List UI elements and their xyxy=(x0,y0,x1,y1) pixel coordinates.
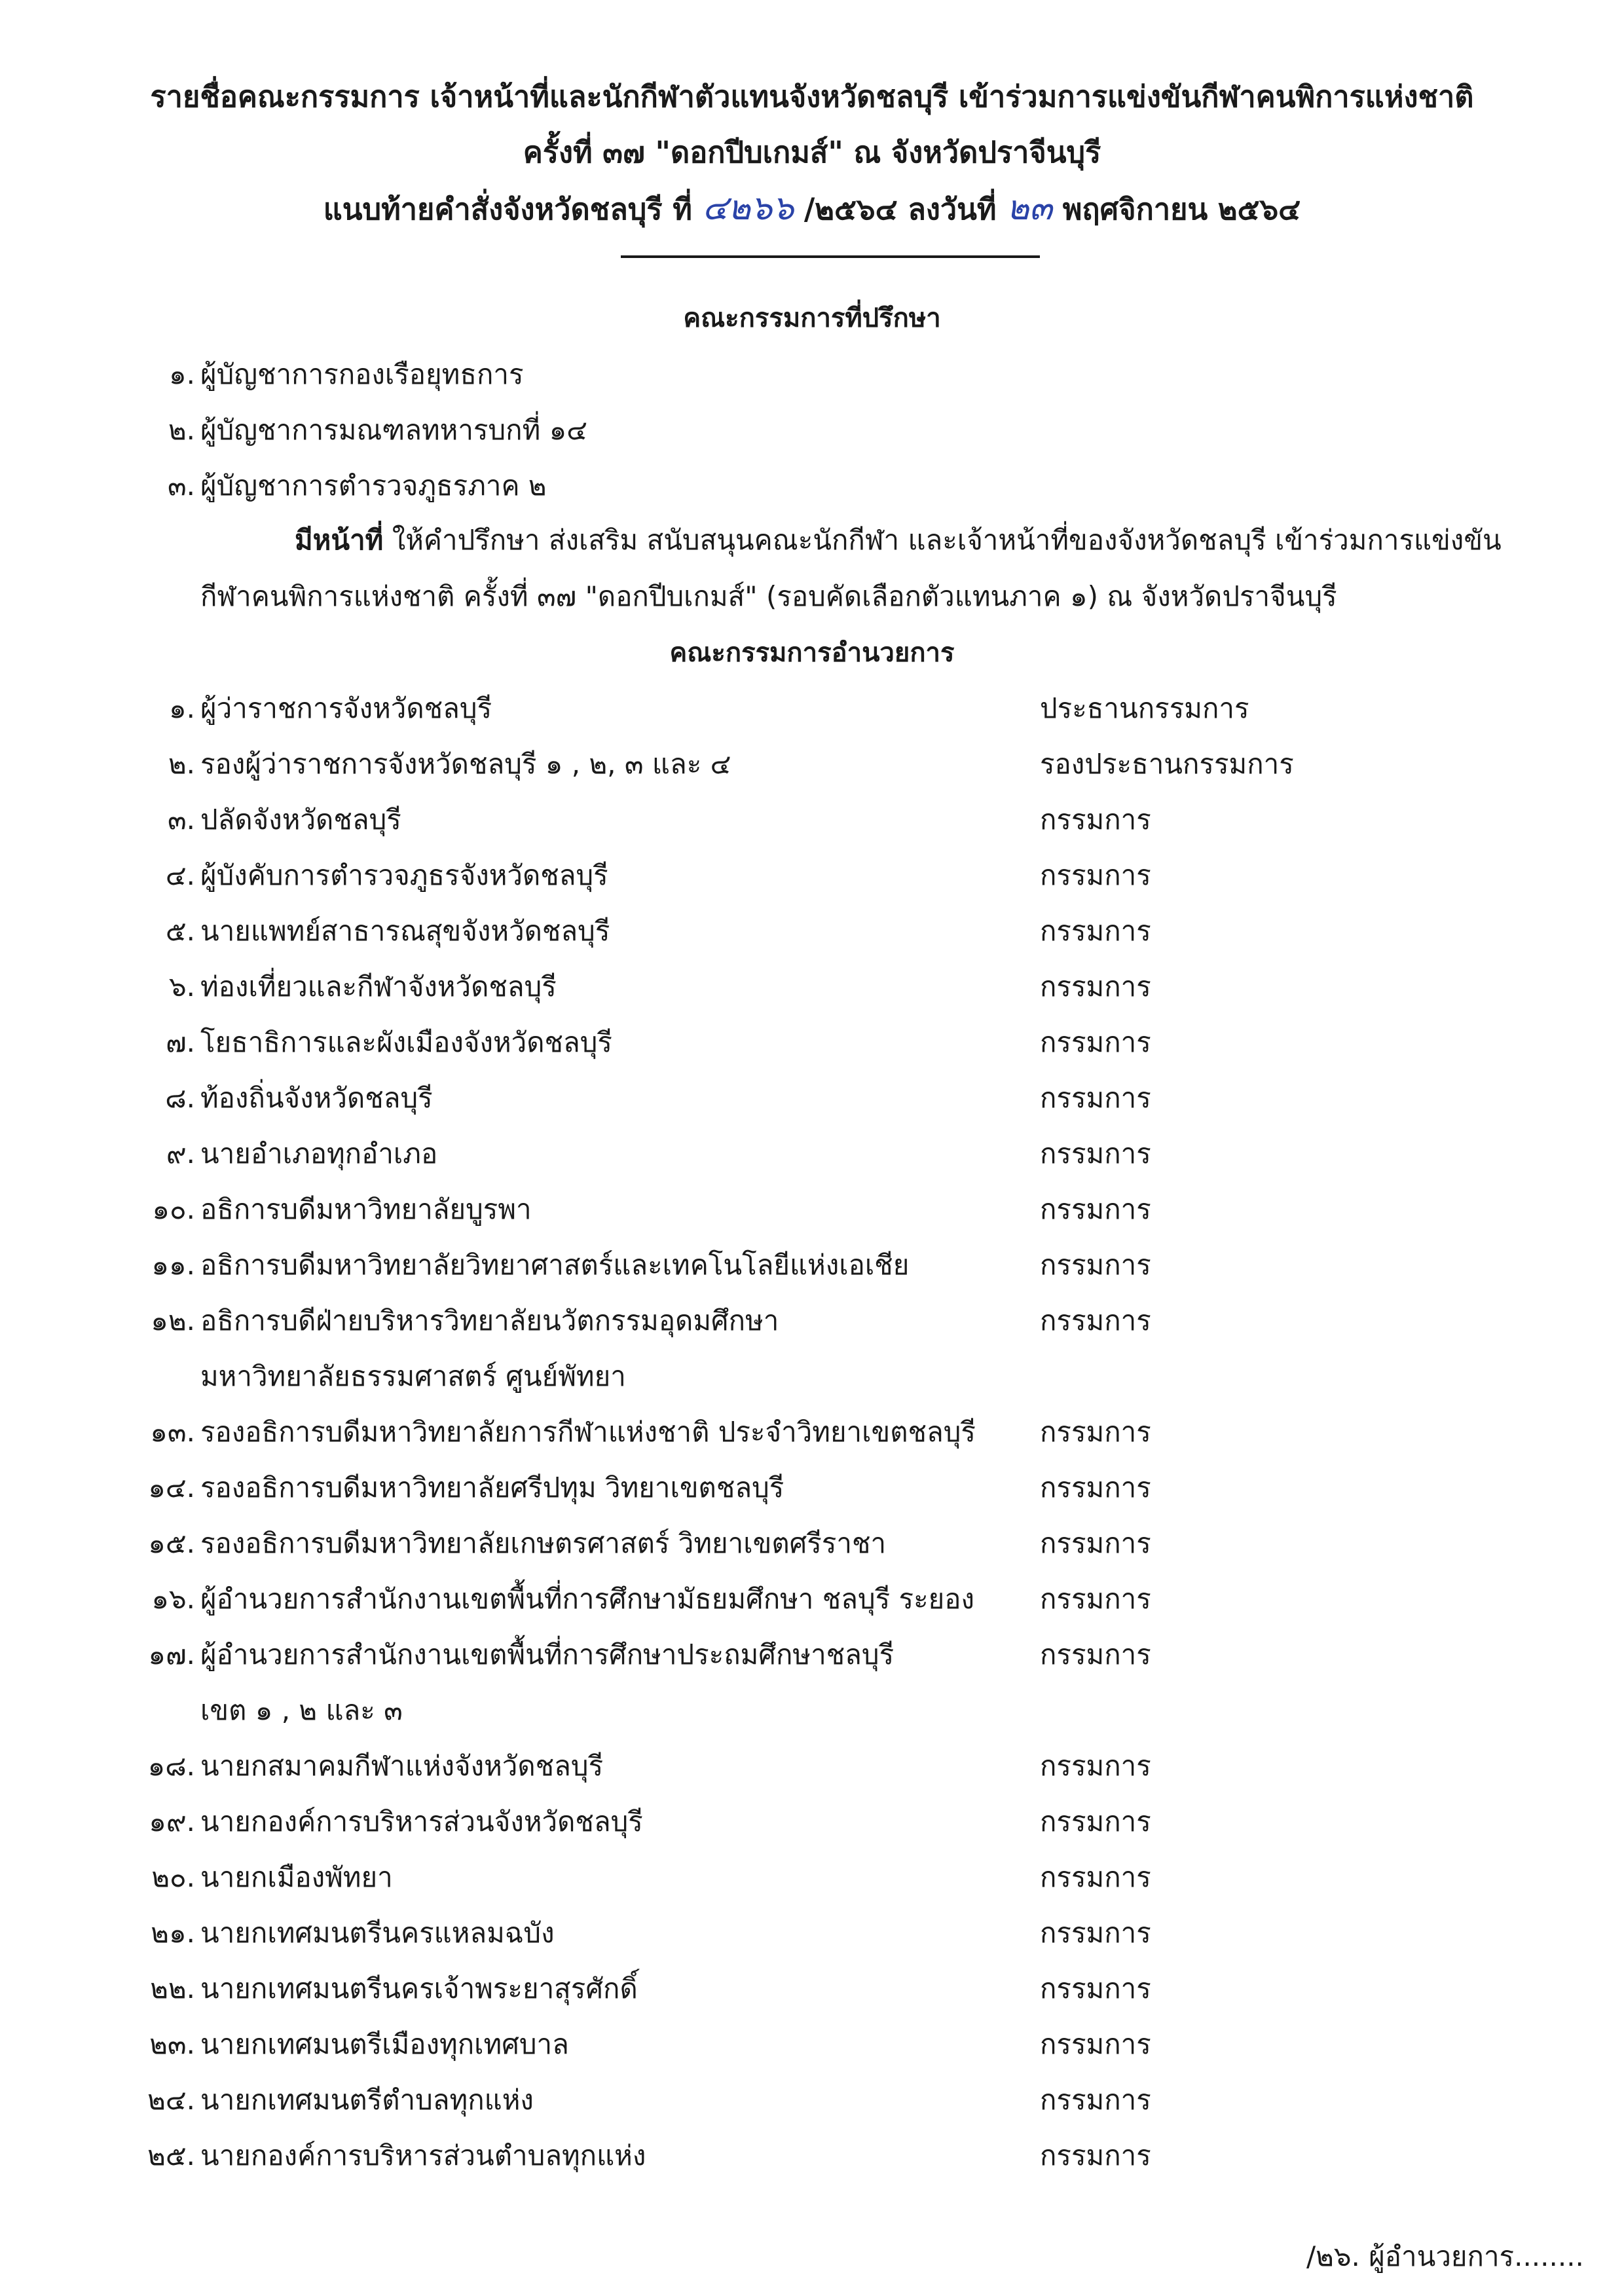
list-item xyxy=(0,969,1624,1005)
item-number: ๒๒. xyxy=(150,1972,195,2005)
item-number: ๒๔. xyxy=(147,2084,195,2116)
item-number: ๑๓. xyxy=(150,1416,195,1448)
list-item xyxy=(0,1191,1624,1228)
item-number: ๑๔. xyxy=(148,1471,195,1504)
item-number: ๒. xyxy=(168,414,195,446)
item-text: นายกเทศมนตรีตำบลทุกแห่ง xyxy=(200,2084,534,2116)
item-text: อธิการบดีมหาวิทยาลัยบูรพา xyxy=(200,1193,532,1225)
header-line-3-suffix: พฤศจิกายน ๒๕๖๔ xyxy=(1052,192,1301,227)
list-item xyxy=(0,1414,1624,1451)
advisory-committee-title: คณะกรรมการที่ปรึกษา xyxy=(683,303,941,333)
item-text: ผู้อำนวยการสำนักงานเขตพื้นที่การศึกษาประถมศึกษาชลบุรี xyxy=(200,1638,895,1671)
list-item xyxy=(0,1024,1624,1061)
item-role: กรรมการ xyxy=(1040,1026,1151,1058)
item-number: ๑๗. xyxy=(148,1638,195,1671)
list-item xyxy=(0,412,1624,449)
item-number: ๑๒. xyxy=(151,1304,195,1337)
handwritten-day: ๒๓ xyxy=(1006,189,1053,228)
item-role: กรรมการ xyxy=(1040,2028,1151,2060)
item-text: ผู้บัญชาการตำรวจภูธรภาค ๒ xyxy=(200,470,547,502)
header-line-3 xyxy=(0,189,1624,229)
item-text: นายกเทศมนตรีนครเจ้าพระยาสุรศักดิ์ xyxy=(200,1972,638,2005)
item-role: ประธานกรรมการ xyxy=(1040,692,1249,724)
item-number: ๑๖. xyxy=(151,1583,195,1615)
item-text: ผู้บัญชาการมณฑลทหารบกที่ ๑๔ xyxy=(200,414,588,446)
item-role: กรรมการ xyxy=(1040,1416,1151,1448)
list-item xyxy=(0,1748,1624,1784)
item-number: ๑. xyxy=(168,358,195,390)
item-number: ๒. xyxy=(168,748,195,780)
item-number: ๓. xyxy=(167,470,195,502)
header-line-3-mid: /๒๕๖๔ ลงวันที่ xyxy=(794,192,1007,227)
list-item xyxy=(0,2026,1624,2063)
item-role: กรรมการ xyxy=(1040,1137,1151,1170)
item-role: กรรมการ xyxy=(1040,1861,1151,1893)
item-text: อธิการบดีฝ่ายบริหารวิทยาลัยนวัตกรรมอุดมศึกษา xyxy=(200,1304,779,1337)
item-text: รองอธิการบดีมหาวิทยาลัยศรีปทุม วิทยาเขตชลบุรี xyxy=(200,1471,784,1504)
list-item xyxy=(0,913,1624,950)
list-item xyxy=(0,1915,1624,1951)
item-number: ๑๘. xyxy=(147,1750,195,1782)
item-role: กรรมการ xyxy=(1040,1972,1151,2005)
item-text: ท่องเที่ยวและกีฬาจังหวัดชลบุรี xyxy=(200,970,557,1003)
list-item xyxy=(0,2082,1624,2118)
list-item xyxy=(0,1859,1624,1896)
header-line-2: ครั้งที่ ๓๗ "ดอกปีบเกมส์" ณ จังหวัดปราจีนบุรี xyxy=(523,135,1101,170)
list-item xyxy=(0,1303,1624,1339)
item-text: ผู้อำนวยการสำนักงานเขตพื้นที่การศึกษามัธยมศึกษา ชลบุรี ระยอง xyxy=(200,1583,975,1615)
item-role: กรรมการ xyxy=(1040,2139,1151,2172)
item-text: นายกองค์การบริหารส่วนตำบลทุกแห่ง xyxy=(200,2139,646,2172)
item-role: กรรมการ xyxy=(1040,970,1151,1003)
item-role: กรรมการ xyxy=(1040,1917,1151,1949)
item-text: นายกองค์การบริหารส่วนจังหวัดชลบุรี xyxy=(200,1805,643,1838)
item-text: โยธาธิการและผังเมืองจังหวัดชลบุรี xyxy=(200,1026,612,1058)
advisory-duty-line-1 xyxy=(295,522,1502,559)
item-number: ๑๕. xyxy=(148,1527,195,1559)
item-number: ๒๓. xyxy=(149,2028,195,2060)
item-text: รองอธิการบดีมหาวิทยาลัยเกษตรศาสตร์ วิทยาเขตศรีราชา xyxy=(200,1527,887,1559)
list-item xyxy=(0,1803,1624,1840)
item-role: กรรมการ xyxy=(1040,1750,1151,1782)
item-text: ปลัดจังหวัดชลบุรี xyxy=(200,804,401,836)
list-item xyxy=(0,1080,1624,1117)
item-number: ๔. xyxy=(165,859,195,891)
item-number: ๑. xyxy=(168,692,195,724)
item-number: ๒๐. xyxy=(151,1861,195,1893)
item-role: กรรมการ xyxy=(1040,1583,1151,1615)
header-divider xyxy=(621,255,1040,258)
list-item xyxy=(0,468,1624,504)
item-text: รองอธิการบดีมหาวิทยาลัยการกีฬาแห่งชาติ ประจำวิทยาเขตชลบุรี xyxy=(200,1416,976,1448)
continuation-note: /๒๖. ผู้อำนวยการ........ xyxy=(1306,2240,1584,2272)
item-text: อธิการบดีมหาวิทยาลัยวิทยาศาสตร์และเทคโนโลยีแห่งเอเชีย xyxy=(200,1249,910,1281)
item-number: ๙. xyxy=(166,1137,195,1170)
item-role: กรรมการ xyxy=(1040,1471,1151,1504)
item-role: กรรมการ xyxy=(1040,1638,1151,1671)
item-number: ๖. xyxy=(168,970,195,1003)
item-role: กรรมการ xyxy=(1040,859,1151,891)
item-role: กรรมการ xyxy=(1040,1082,1151,1114)
header-line-3-prefix: แนบท้ายคำสั่งจังหวัดชลบุรี ที่ xyxy=(323,192,703,227)
item-number: ๕. xyxy=(165,915,195,947)
item-text: ผู้บังคับการตำรวจภูธรจังหวัดชลบุรี xyxy=(200,859,608,891)
item-text: นายกสมาคมกีฬาแห่งจังหวัดชลบุรี xyxy=(200,1750,604,1782)
duty-text-1: ให้คำปรึกษา ส่งเสริม สนับสนุนคณะนักกีฬา และเจ้าหน้าที่ของจังหวัดชลบุรี เข้าร่วมการแข่งขัน xyxy=(383,524,1502,556)
list-item xyxy=(0,690,1624,727)
item-number: ๒๕. xyxy=(147,2139,195,2172)
item-role: กรรมการ xyxy=(1040,2084,1151,2116)
list-item-continuation xyxy=(0,1358,1624,1395)
list-item xyxy=(0,1636,1624,1673)
item-text: นายกเทศมนตรีนครแหลมฉบัง xyxy=(200,1917,555,1949)
item-number: ๑๙. xyxy=(149,1805,195,1838)
item-number: ๓. xyxy=(167,804,195,836)
handwritten-order-number: ๔๒๖๖ xyxy=(702,189,794,228)
item-role: กรรมการ xyxy=(1040,804,1151,836)
list-item xyxy=(0,1970,1624,2007)
item-number: ๑๐. xyxy=(152,1193,195,1225)
directing-committee-title: คณะกรรมการอำนวยการ xyxy=(669,638,955,668)
item-role: กรรมการ xyxy=(1040,1527,1151,1559)
list-item xyxy=(0,2137,1624,2174)
item-role: กรรมการ xyxy=(1040,1805,1151,1838)
item-number: ๗. xyxy=(166,1026,195,1058)
item-text: ผู้บัญชาการกองเรือยุทธการ xyxy=(200,358,524,390)
list-item xyxy=(0,802,1624,838)
advisory-duty-line-2: กีฬาคนพิการแห่งชาติ ครั้งที่ ๓๗ "ดอกปีบเกมส์" (รอบคัดเลือกตัวแทนภาค ๑) ณ จังหวัดปราจีนบุรี xyxy=(200,580,1337,612)
list-item xyxy=(0,1469,1624,1506)
item-number: ๒๑. xyxy=(151,1917,195,1949)
item-text: รองผู้ว่าราชการจังหวัดชลบุรี ๑ , ๒, ๓ และ ๔ xyxy=(200,748,731,780)
list-item xyxy=(0,857,1624,894)
list-item xyxy=(0,1247,1624,1284)
item-role: กรรมการ xyxy=(1040,1304,1151,1337)
item-number: ๑๑. xyxy=(151,1249,195,1281)
header-line-1: รายชื่อคณะกรรมการ เจ้าหน้าที่และนักกีฬาตัวแทนจังหวัดชลบุรี เข้าร่วมการแข่งขันกีฬาคนพิการแห่งชาติ xyxy=(150,79,1474,114)
item-text: เขต ๑ , ๒ และ ๓ xyxy=(200,1694,403,1726)
item-text: นายกเทศมนตรีเมืองทุกเทศบาล xyxy=(200,2028,569,2060)
list-item xyxy=(0,1525,1624,1562)
item-role: กรรมการ xyxy=(1040,1249,1151,1281)
list-item-continuation xyxy=(0,1692,1624,1729)
item-role: กรรมการ xyxy=(1040,1193,1151,1225)
list-item xyxy=(0,1136,1624,1172)
item-text: ท้องถิ่นจังหวัดชลบุรี xyxy=(200,1082,433,1114)
item-text: นายแพทย์สาธารณสุขจังหวัดชลบุรี xyxy=(200,915,610,947)
list-item xyxy=(0,356,1624,393)
item-text: ผู้ว่าราชการจังหวัดชลบุรี xyxy=(200,692,492,724)
item-role: กรรมการ xyxy=(1040,915,1151,947)
item-text: มหาวิทยาลัยธรรมศาสตร์ ศูนย์พัทยา xyxy=(200,1360,626,1392)
item-number: ๘. xyxy=(165,1082,195,1114)
list-item xyxy=(0,746,1624,783)
duty-label: มีหน้าที่ xyxy=(295,524,384,556)
item-role: รองประธานกรรมการ xyxy=(1040,748,1294,780)
item-text: นายอำเภอทุกอำเภอ xyxy=(200,1137,438,1170)
list-item xyxy=(0,1581,1624,1617)
item-text: นายกเมืองพัทยา xyxy=(200,1861,393,1893)
